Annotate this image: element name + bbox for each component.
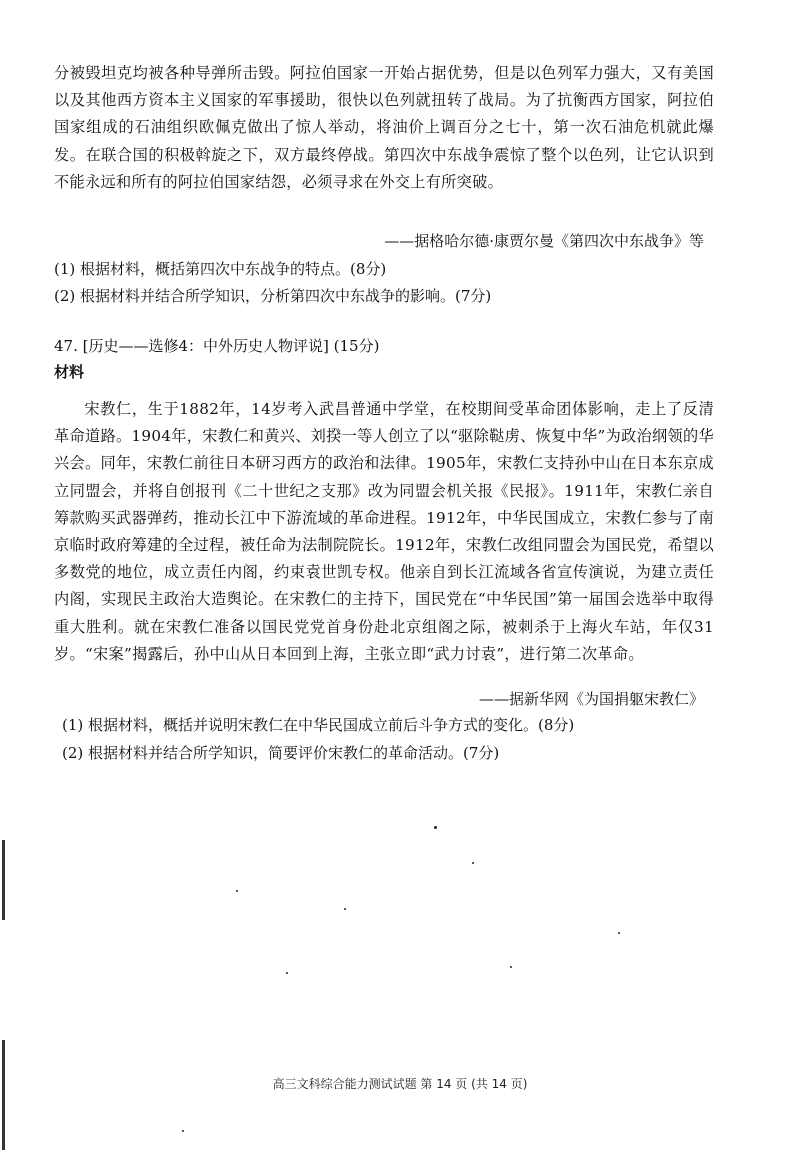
scan-speck [472, 862, 474, 864]
question-47-heading: 47. [历史——选修4：中外历史人物评说] (15分) [54, 337, 380, 355]
scan-edge-mark [2, 840, 5, 920]
material-47-paragraph: 宋教仁，生于1882年，14岁考入武昌普通中学堂，在校期间受革命团体影响，走上了反清革命道路。1904年，宋教仁和黄兴、刘揆一等人创立了以“驱除鞑虏、恢复中华”为政治纲领的华兴会。同年，宋教仁前往日本研习西方的政治和法律。1905年，宋教仁支持孙中山在日本东京成立同盟会，并将自创报刊《二十世纪之支那》改为同盟会机关报《民报》。1911年，宋教仁亲自筹款购买武器弹药，推动长江中下游流域的革命进程。1912年，中华民国成立，宋教仁参与了南京临时政府筹建的全过程，被任命为法制院院长。1912年，宋教仁改组同盟会为国民党，希望以多数党的地位，成立责任内阁，约束袁世凯专权。他亲自到长江流域各省宣传演说，为建立责任内阁，实现民主政治大造舆论。在宋教仁的主持下，国民党在“中华民国”第一届国会选举中取得重大胜利。就在宋教仁准备以国民党党首身份赴北京组阁之际，被刺杀于上海火车站，年仅31岁。“宋案”揭露后，孙中山从日本回到上海，主张立即“武力讨袁”，进行第二次革命。 [54, 400, 714, 663]
question-47-part-2: (2) 根据材料并结合所学知识，简要评价宋教仁的革命活动。(7分) [62, 744, 500, 762]
scan-speck [236, 890, 238, 892]
material-47-source: ——据新华网《为国捐躯宋教仁》 [478, 690, 704, 708]
material-46-paragraph: 分被毁坦克均被各种导弹所击毁。阿拉伯国家一开始占据优势，但是以色列军力强大，又有美国以及其他西方资本主义国家的军事援助，很快以色列就扭转了战局。为了抗衡西方国家，阿拉伯国家组成的石油组织欧佩克做出了惊人举动，将油价上调百分之七十，第一次石油危机就此爆发。在联合国的积极斡旋之下，双方最终停战。第四次中东战争震惊了整个以色列，让它认识到不能永远和所有的阿拉伯国家结怨，必须寻求在外交上有所突破。 [54, 64, 714, 191]
page-footer: 高三文科综合能力测试试题 第 14 页 (共 14 页) [272, 1077, 528, 1091]
scan-speck [434, 826, 437, 829]
question-46-part-1: (1) 根据材料，概括第四次中东战争的特点。(8分) [54, 260, 387, 278]
scan-speck [286, 972, 288, 974]
scan-speck [510, 966, 512, 968]
scan-speck [182, 1130, 184, 1132]
question-46-part-2: (2) 根据材料并结合所学知识，分析第四次中东战争的影响。(7分) [54, 287, 492, 305]
material-46-source: ——据格哈尔德·康贾尔曼《第四次中东战争》等 [384, 232, 704, 250]
question-47-part-1: (1) 根据材料，概括并说明宋教仁在中华民国成立前后斗争方式的变化。(8分) [62, 716, 575, 734]
material-label: 材料 [54, 363, 85, 381]
scan-speck [344, 908, 346, 910]
scan-edge-mark [2, 1040, 5, 1150]
scan-speck [618, 932, 620, 934]
